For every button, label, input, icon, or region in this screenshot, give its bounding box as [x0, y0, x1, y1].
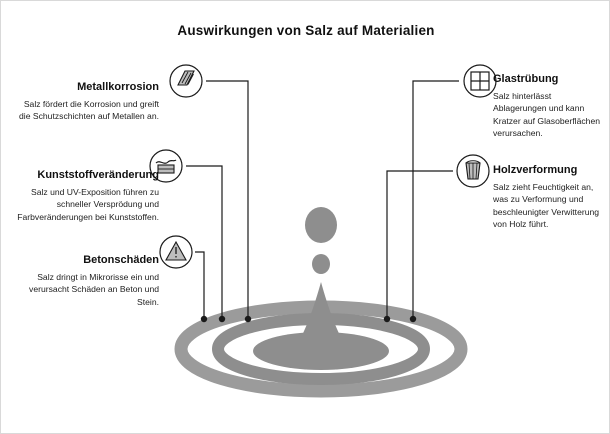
callout-text-holzverformung: Salz zieht Feuchtigkeit an, was zu Verformung und beschleunigter Verwitterung von Holz führt.: [493, 181, 600, 230]
connector-dot-metallkorrosion: [245, 316, 251, 322]
callout-text-glastruebung: Salz hinterlässt Ablagerungen und kann Kratzer auf Glasoberflächen verursachen.: [493, 90, 601, 139]
callout-heading-metallkorrosion: Metallkorrosion: [77, 81, 159, 93]
wood-log-icon: [456, 154, 490, 188]
connector-dot-glastruebung: [410, 316, 416, 322]
metal-sheet-icon: [169, 64, 203, 98]
connector-dot-kunststoffveraenderung: [219, 316, 225, 322]
callout-text-betonschaeden: Salz dringt in Mikrorisse ein und verursacht Schäden an Beton und Stein.: [29, 271, 159, 307]
callout-heading-betonschaeden: Betonschäden: [83, 254, 159, 266]
connector-dot-holzverformung: [384, 316, 390, 322]
window-glass-icon: [463, 64, 497, 98]
connector-holzverformung: [387, 171, 453, 319]
callout-holzverformung: [493, 164, 605, 231]
connector-metallkorrosion: [206, 81, 248, 319]
callout-kunststoffveraenderung: [6, 169, 159, 223]
callout-heading-glastruebung: Glastrübung: [493, 73, 559, 85]
callout-glastruebung: [493, 73, 603, 140]
callout-heading-holzverformung: Holzverformung: [493, 164, 578, 176]
connector-glastruebung: [413, 81, 459, 319]
connector-dot-betonschaeden: [201, 316, 207, 322]
callout-text-metallkorrosion: Salz fördert die Korrosion und greift die Schutzschichten auf Metallen an.: [19, 98, 159, 122]
callout-metallkorrosion: [17, 81, 159, 123]
callout-heading-kunststoffveraenderung: Kunststoffveränderung: [37, 169, 159, 181]
callout-text-kunststoffveraenderung: Salz und UV-Exposition führen zu schneller Versprödung und Farbveränderungen bei Kunststoffen.: [17, 186, 159, 222]
callout-betonschaeden: [17, 254, 159, 308]
page-title: Auswirkungen von Salz auf Materialien: [177, 23, 435, 38]
concrete-cone-icon: [159, 235, 193, 269]
connector-betonschaeden: [195, 252, 204, 319]
